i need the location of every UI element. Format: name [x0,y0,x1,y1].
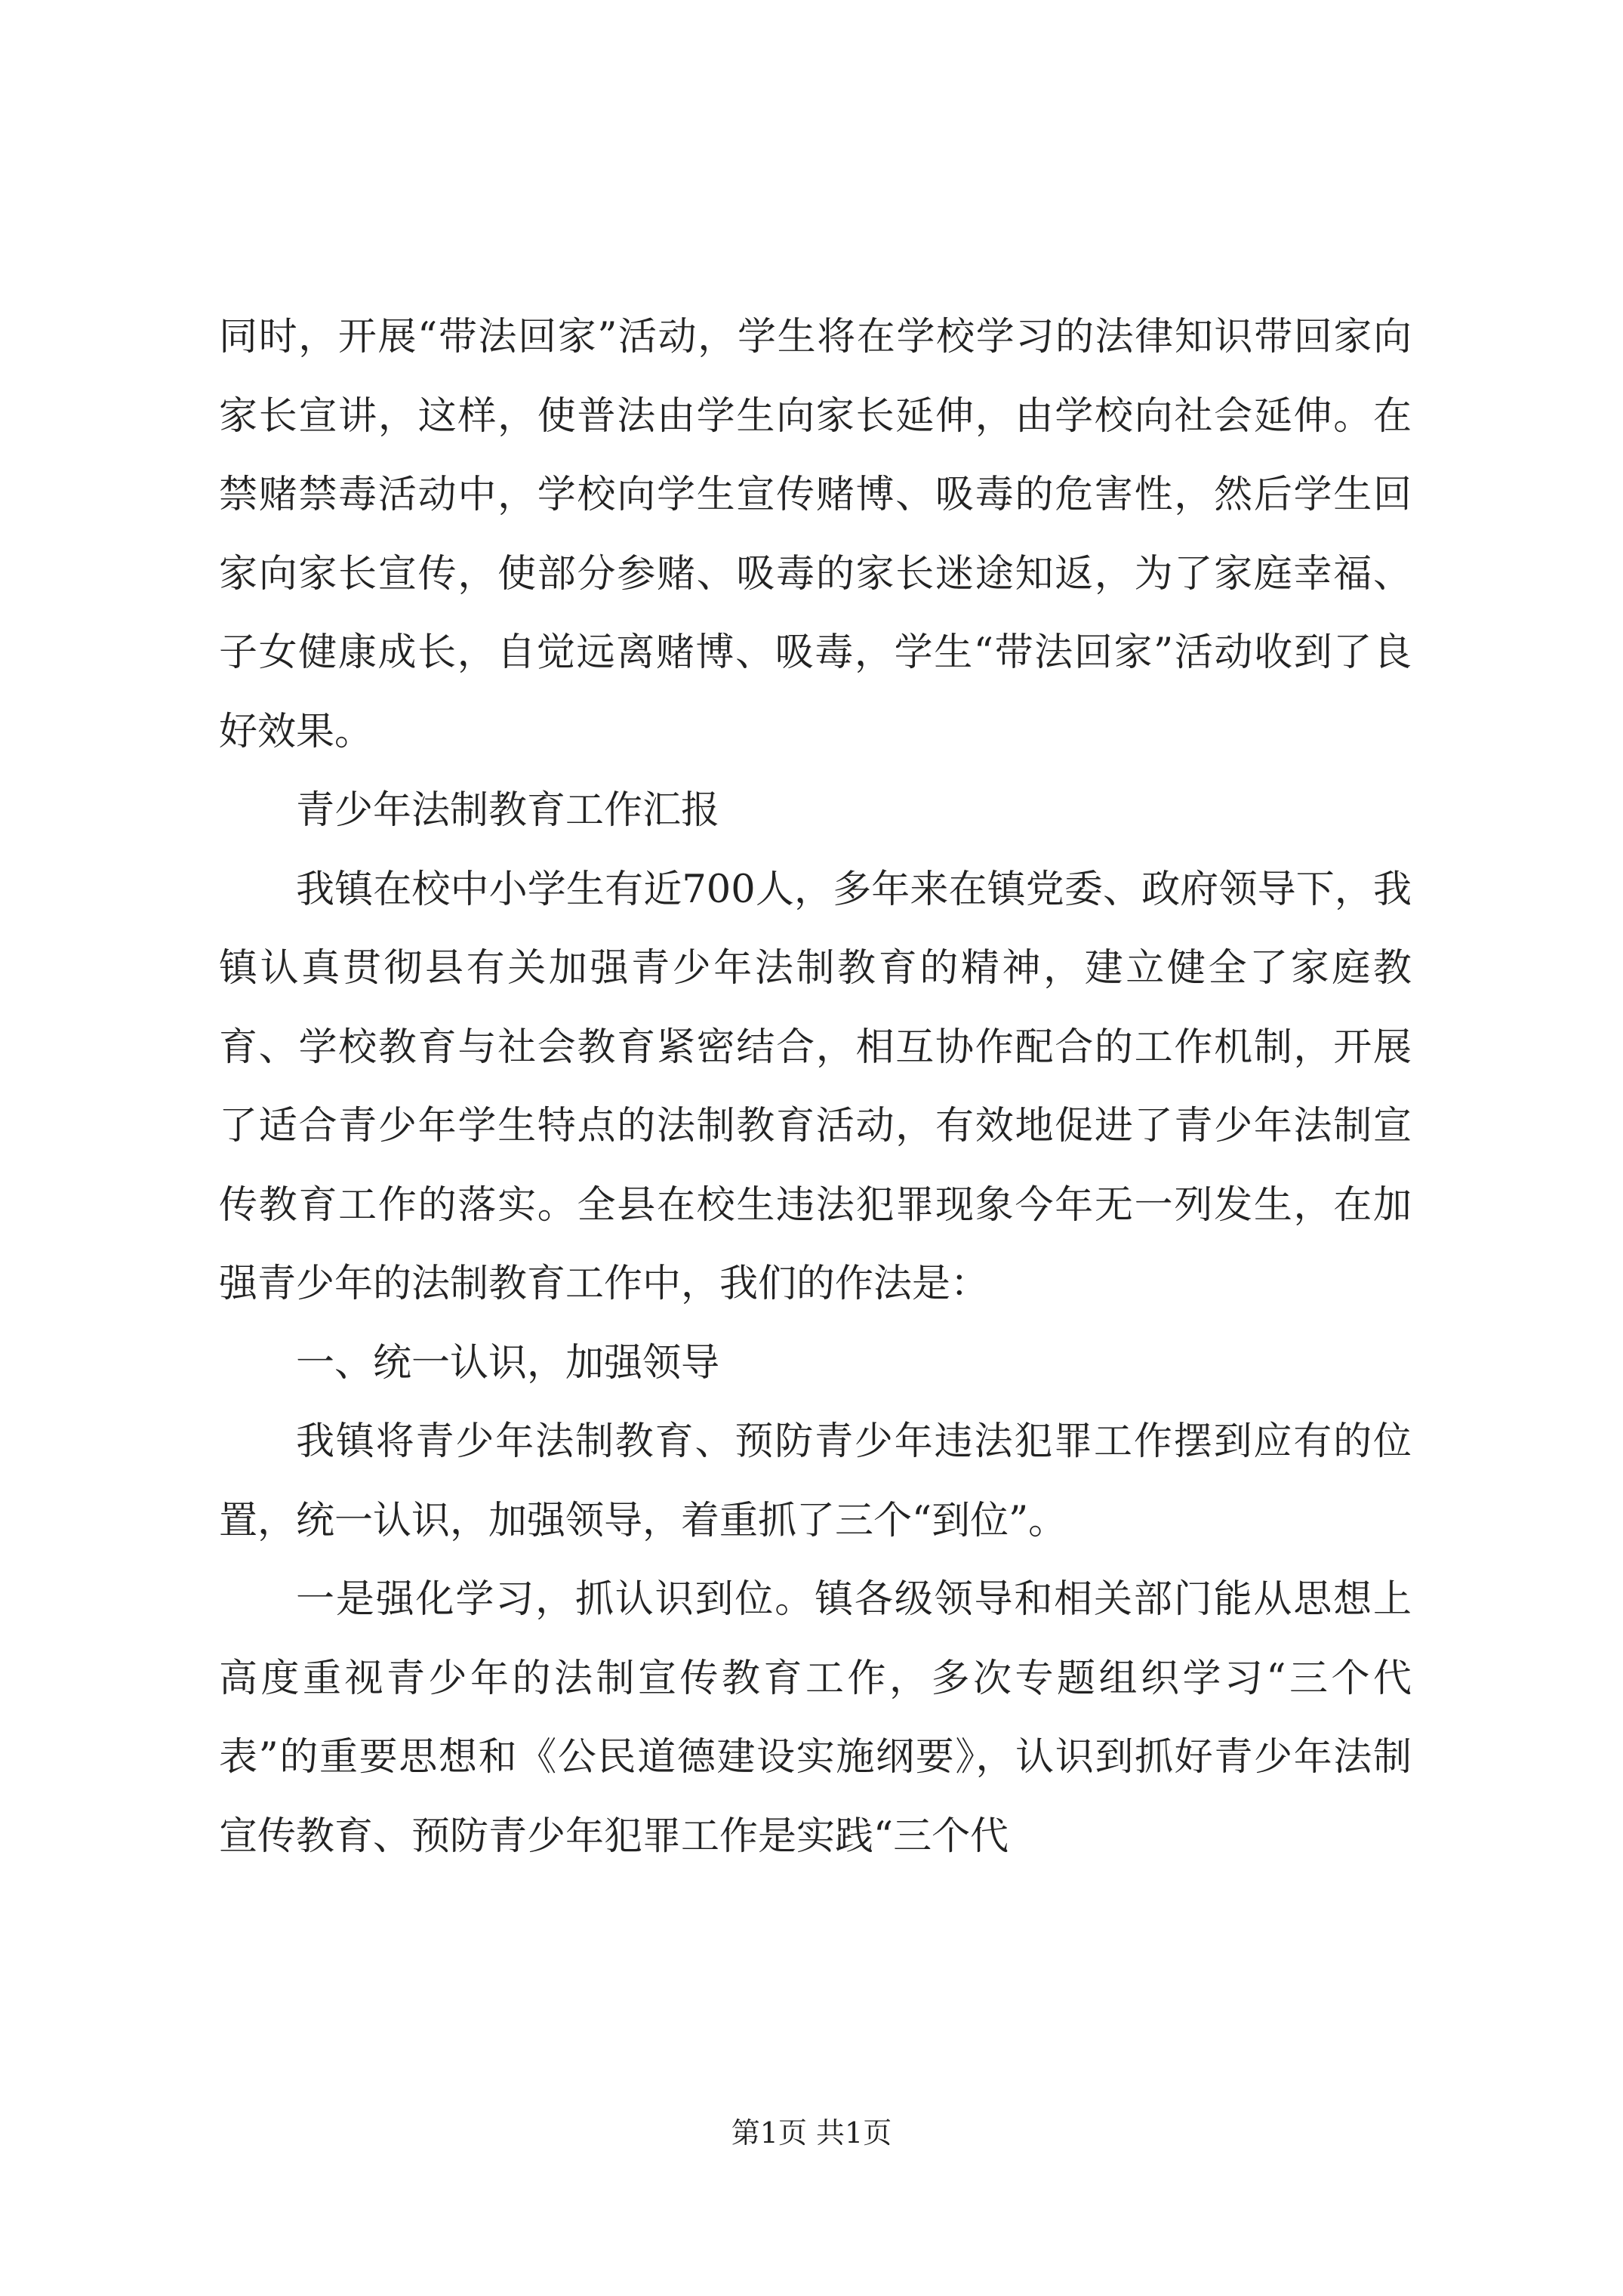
paragraph-continued: 同时，开展“带法回家”活动，学生将在学校学习的法律知识带回家向家长宣讲，这样，使普法由学生向家长延伸，由学校向社会延伸。在禁赌禁毒活动中，学校向学生宣传赌博、吸毒的危害性，然后学生回家向家长宣传，使部分参赌、吸毒的家长迷途知返，为了家庭幸福、子女健康成长，自觉远离赌博、吸毒，学生“带法回家”活动收到了良好效果。 [219,315,1412,754]
section-heading-1: 一、统一认识，加强领导 [296,1340,720,1385]
document-body [219,298,1412,1876]
paragraph: 我镇将青少年法制教育、预防青少年违法犯罪工作摆到应有的位置，统一认识，加强领导，着重抓了三个“到位”。 [219,1419,1412,1543]
section-title: 青少年法制教育工作汇报 [296,788,720,833]
paragraph: 一是强化学习，抓认识到位。镇各级领导和相关部门能从思想上高度重视青少年的法制宣传教育工作，多次专题组织学习“三个代表”的重要思想和《公民道德建设实施纲要》，认识到抓好青少年法制宣传教育、预防青少年犯罪工作是实践“三个代 [219,1577,1412,1859]
paragraph-intro: 我镇在校中小学生有近700人，多年来在镇党委、政府领导下，我镇认真贯彻县有关加强青少年法制教育的精神，建立健全了家庭教育、学校教育与社会教育紧密结合，相互协作配合的工作机制，开展了适合青少年学生特点的法制教育活动，有效地促进了青少年法制宣传教育工作的落实。全县在校生违法犯罪现象今年无一列发生，在加强青少年的法制教育工作中，我们的作法是： [219,867,1412,1306]
page-footer: 第1页 共1页 [731,2116,892,2150]
